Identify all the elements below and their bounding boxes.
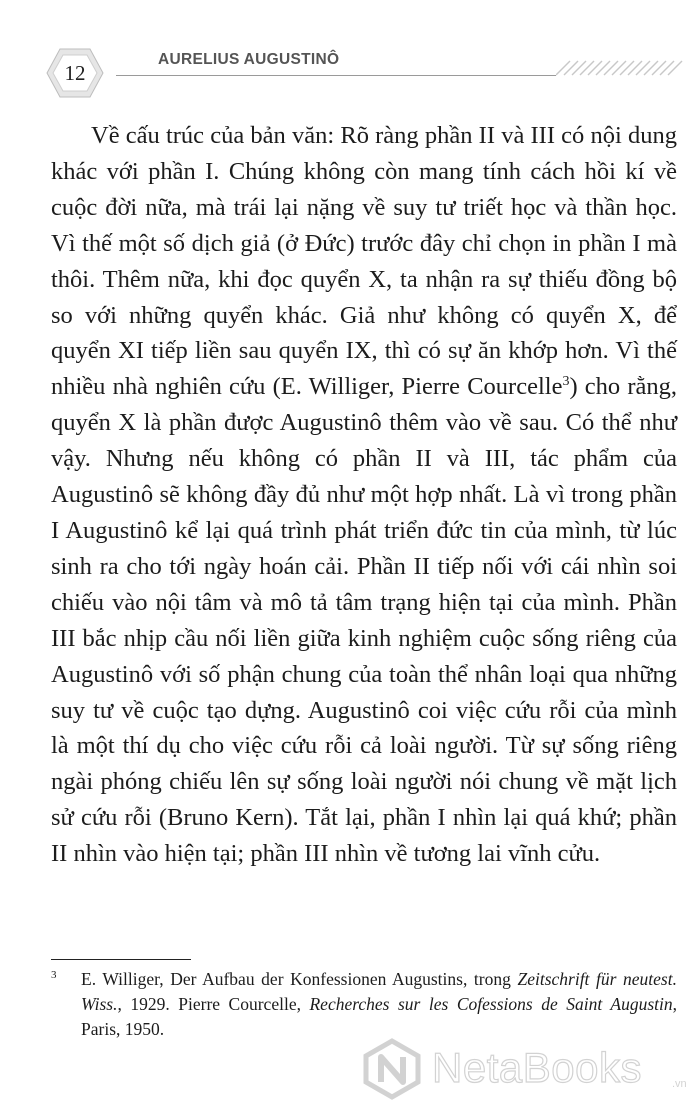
footnote-reference: 3 <box>562 374 570 390</box>
paragraph-text-continued: ) cho rằng, quyển X là phần được Augustinô thêm vào về sau. Có thể như vậy. Nhưng nếu không có phần II và III, tác phẩm của Augustinô sẽ không đầy đủ như một hợp nhất. Là vì trong phần I Augustinô kể lại quá trình phát triển đức tin của mình, từ lúc sinh ra cho tới ngày hoán cải. Phần II tiếp nối với cái nhìn soi chiếu vào nội tâm và mô tả tâm trạng hiện tại của mình. Phần III bắc nhịp cầu nối liền giữa kinh nghiệm cuộc sống riêng của Augustinô với số phận chung của toàn thể nhân loại qua những suy tư về cuộc tạo dựng. Augustinô coi việc cứu rỗi của mình là một thí dụ cho việc cứu rỗi cả loài người. Từ sự sống riêng ngài phóng chiếu lên sự sống loài người nói chung về mặt lịch sử cứu rỗi (Bruno Kern). Tắt lại, phần I nhìn lại quá khứ; phần II nhìn vào hiện tại; phần III nhìn về tương lai vĩnh cửu. <box>51 373 677 868</box>
footnote-text: E. Williger, Der Aufbau der Konfessionen Augustins, trong <box>81 969 518 989</box>
netabooks-logo-icon <box>362 1038 422 1100</box>
footnote-body <box>81 967 677 1042</box>
footnote-text: , 1929. Pierre Courcelle, <box>117 994 310 1014</box>
footnote <box>51 967 677 1042</box>
footnote-text: , Paris, 1950. <box>81 994 677 1039</box>
running-head: AURELIUS AUGUSTINÔ <box>158 51 340 68</box>
footnote-rule <box>51 959 191 960</box>
header-rule <box>116 75 556 76</box>
paragraph <box>51 118 677 872</box>
watermark-brand: NetaBooks <box>432 1044 642 1091</box>
watermark <box>362 1038 692 1104</box>
page-number-badge <box>44 46 106 100</box>
footnote-book-title: Recherches sur les Cofessions de Saint Augustin <box>309 994 673 1014</box>
page-number: 12 <box>64 61 86 85</box>
page-header <box>0 0 700 110</box>
watermark-suffix: .vn <box>672 1078 687 1090</box>
header-stripes-ornament <box>556 58 686 78</box>
paragraph-text: Về cấu trúc của bản văn: Rõ ràng phần II và III có nội dung khác với phần I. Chúng không còn mang tính cách hồi kí về cuộc đời nữa, mà trái lại nặng về suy tư triết học và thần học. Vì thế một số dịch giả (ở Đức) trước đây chỉ chọn in phần I mà thôi. Thêm nữa, khi đọc quyển X, ta nhận ra sự thiếu đồng bộ so với những quyển khác. Giả như không có quyển X, để quyển XI tiếp liền sau quyển IX, thì có sự ăn khớp hơn. Vì thế nhiều nhà nghiên cứu (E. Williger, Pierre Courcelle <box>51 122 677 401</box>
footnote-journal-title: Zeitschrift für neutest. Wiss. <box>81 969 677 1014</box>
body-text <box>51 118 677 872</box>
footnote-marker: 3 <box>51 969 57 981</box>
